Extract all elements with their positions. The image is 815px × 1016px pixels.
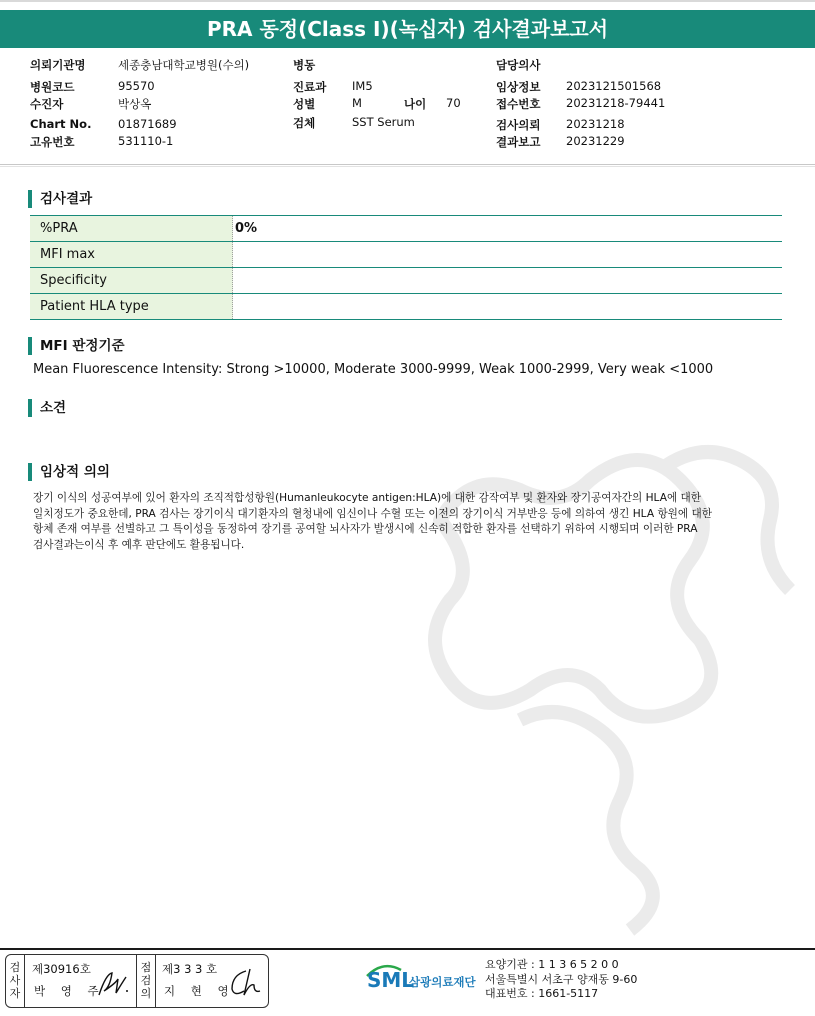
reviewer-license-no: 제3 3 3 호: [162, 962, 218, 976]
doctor-label: 담당의사: [496, 58, 541, 72]
footer-divider: [0, 948, 815, 950]
result-label: Specificity: [30, 268, 233, 293]
institution-value: 세종충남대학교병원(수의): [118, 58, 250, 72]
request-date-label: 검사의뢰: [496, 118, 541, 132]
footer: [0, 948, 815, 1016]
clinical-line: 일치정도가 중요한데, PRA 검사는 장기이식 대기환자의 혈청내에 임신이나 수혈 또는 이전의 장기이식 거부반응 등에 의하여 생긴 HLA 항원에 대한: [33, 507, 712, 520]
clinical-info-label: 임상정보: [496, 80, 541, 94]
report-date-label: 결과보고: [496, 135, 541, 149]
result-value: [233, 242, 235, 267]
result-value: [233, 294, 235, 319]
org-phone: 대표번호 : 1661-5117: [485, 987, 599, 1000]
dept-label: 진료과: [293, 80, 327, 94]
unique-no-label: 고유번호: [30, 135, 75, 149]
results-table: [30, 215, 782, 320]
result-label: Patient HLA type: [30, 294, 233, 319]
org-address: [485, 958, 637, 1002]
table-row: [30, 216, 782, 242]
hospital-code-label: 병원코드: [30, 80, 75, 94]
specimen-label: 검체: [293, 116, 316, 130]
clinical-line: 장기 이식의 성공여부에 있어 환자의 조직적합성항원(Humanleukocyte antigen:HLA)에 대한 감작여부 및 환자와 장기공여자간의 HLA에 대한: [33, 492, 702, 504]
tester-license-no: 제30916호: [32, 962, 91, 976]
sex-value: M: [352, 96, 362, 110]
table-row: [30, 294, 782, 320]
patient-info: [0, 55, 815, 155]
result-value: 0%: [235, 221, 258, 236]
patient-label: 수진자: [30, 97, 64, 111]
info-divider: [0, 164, 815, 165]
report-title: PRA 동정(Class I)(녹십자) 검사결과보고서: [0, 10, 815, 48]
section-clinical-title: 임상적 의의: [28, 463, 110, 481]
age-value: 70: [446, 96, 461, 110]
clinical-info-value: 2023121501568: [566, 79, 662, 93]
dept-value: IM5: [352, 79, 373, 93]
tester-signature: [96, 969, 132, 999]
clinical-line: 항체 존재 여부를 선별하고 그 특이성을 동정하여 장기를 공여할 뇌사자가 발생시에 신속히 적합한 환자를 선택하기 위하여 시행되며 이러한 PRA: [33, 523, 698, 535]
section-findings-title: 소견: [28, 399, 66, 417]
result-value: [233, 268, 235, 293]
reviewer-label: 점 검 의: [136, 955, 156, 1007]
org-code: 요양기관 : 1 1 3 6 5 2 0 0: [485, 958, 619, 971]
table-row: [30, 268, 782, 294]
sex-label: 성별: [293, 97, 316, 111]
mfi-criteria-text: Mean Fluorescence Intensity: Strong >10000, Moderate 3000-9999, Weak 1000-2999, Very weak <1000: [33, 362, 714, 377]
result-label: MFI max: [30, 242, 233, 267]
receipt-no-label: 접수번호: [496, 97, 541, 111]
receipt-no-value: 20231218-79441: [566, 96, 666, 110]
section-results-title: 검사결과: [28, 190, 92, 208]
signature-box: [5, 954, 269, 1008]
reviewer-signature: [226, 965, 264, 999]
tester-name: 박 영 주: [34, 984, 105, 998]
section-mfi-title: MFI 판정기준: [28, 337, 125, 355]
age-label: 나이: [404, 97, 427, 111]
patient-value: 박상옥: [118, 97, 152, 111]
result-label: %PRA: [30, 216, 233, 241]
chart-no-value: 01871689: [118, 117, 177, 131]
specimen-value: SST Serum: [352, 115, 415, 129]
reviewer-name: 지 현 영: [164, 984, 235, 998]
table-row: [30, 242, 782, 268]
institution-label: 의뢰기관명: [30, 58, 86, 72]
tester-label: 검 사 자: [6, 955, 25, 1007]
clinical-significance-text: [33, 491, 763, 553]
ward-label: 병동: [293, 58, 316, 72]
unique-no-value: 531110-1: [118, 134, 174, 148]
org-street: 서울특별시 서초구 양재동 9-60: [485, 972, 638, 986]
top-border: [0, 0, 815, 2]
chart-no-label: Chart No.: [30, 117, 92, 131]
org-name: 삼광의료재단: [409, 975, 476, 989]
clinical-line: 검사결과는이식 후 예후 판단에도 활용됩니다.: [33, 538, 245, 551]
info-divider-shadow: [0, 166, 815, 167]
report-date-value: 20231229: [566, 134, 625, 148]
logo-text: SML: [367, 968, 415, 992]
hospital-code-value: 95570: [118, 79, 155, 93]
request-date-value: 20231218: [566, 117, 625, 131]
